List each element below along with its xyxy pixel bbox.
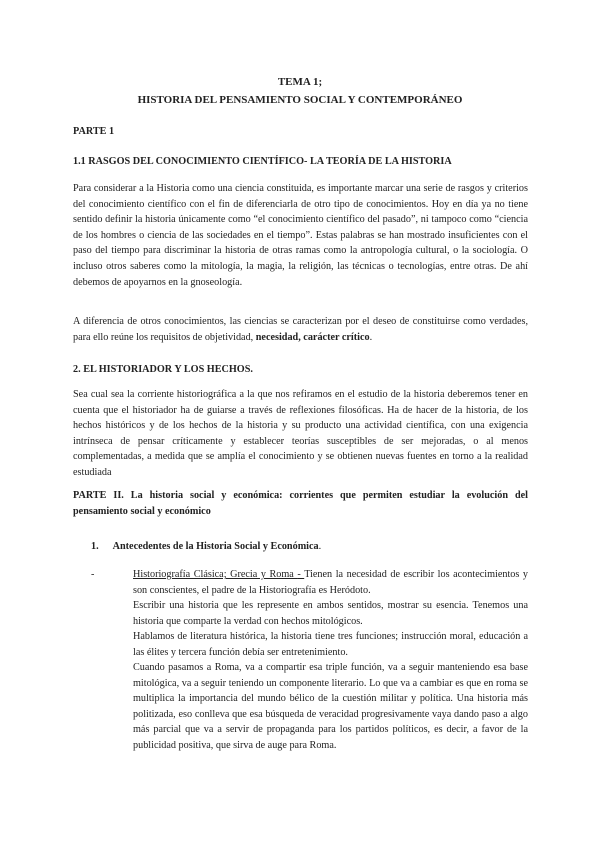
list-item-1-label: Antecedentes de la Historia Social y Económica xyxy=(112,541,319,552)
section-1-paragraph-2-bold: necesidad, carácter crítico xyxy=(255,331,370,343)
bullet-dash: - xyxy=(91,569,95,580)
section-1-paragraph-2 xyxy=(73,314,528,345)
historiografia-paragraph-4: Cuando pasamos a Roma, va a compartir esa triple función, va a seguir manteniendo esa base mitológica, va a seguir teniendo un componente literario. Lo que va a cambiar es que en roma se multiplica la importancia del mundo bélico de la cuestión militar y política. Una historia más politizada, eso conlleva que esa búsqueda de veracidad progresivamente vaya dando paso a algo más parcial que va a servir de propaganda para los partidos políticos, es decir, a favor de la publicidad positiva, que sirva de auge para Roma. xyxy=(133,662,528,751)
section-1-paragraph-2-text: A diferencia de otros conocimientos, las ciencias se caracterizan por el deseo de constituirse como verdades, para ello reúne los requisitos de objetividad, xyxy=(73,316,528,343)
historiografia-paragraph-1 xyxy=(133,567,528,598)
historiografia-paragraph-3: Hablamos de literatura histórica, la historia tiene tres funciones; instrucción moral, educación a las élites y tercera función debía ser entretenimiento. xyxy=(133,631,528,658)
section-1-heading: 1.1 RASGOS DEL CONOCIMIENTO CIENTÍFICO- LA TEORÍA DE LA HISTORIA xyxy=(73,156,452,167)
section-2-heading: 2. EL HISTORIADOR Y LOS HECHOS. xyxy=(73,364,253,375)
historiografia-separator: - xyxy=(297,569,305,580)
list-item-1-end: . xyxy=(318,541,322,552)
historiografia-paragraph-2: Escribir una historia que les represente en ambos sentidos, mostrar su esencia. Tenemos una historia que comparte la verdad con hechos mitológicos. xyxy=(133,600,528,627)
document-title-line-1: TEMA 1; xyxy=(277,76,323,88)
part-1-heading: PARTE 1 xyxy=(73,126,115,137)
section-1-paragraph-2-end: . xyxy=(369,331,373,343)
historiografia-text-1: Tienen la necesidad de escribir los acontecimientos y son conscientes, el padre de la Historiografía es Heródoto. xyxy=(133,569,528,596)
document-title-line-2: HISTORIA DEL PENSAMIENTO SOCIAL Y CONTEMPORÁNEO xyxy=(137,94,463,106)
historiografia-label: Historiografía Clásica; Grecia y Roma xyxy=(133,569,298,580)
list-item-1 xyxy=(91,539,531,555)
part-2-heading: PARTE II. La historia social y económica: corrientes que permiten estudiar la evolución del pensamiento social y económico xyxy=(73,490,528,517)
section-2-paragraph-1: Sea cual sea la corriente historiográfica a la que nos refiramos en el estudio de la historia deberemos tener en cuenta que el historiador ha de guiarse a través de reflexiones filosóficas. Ha de hacer de la historia, de los hechos históricos y de los hechos de la historia y su producto una actividad científica, con una exigencia intrínseca de pensar críticamente y establecer teorías susceptibles de ser mejoradas, o al menos complementadas, a medida que se amplía el conocimiento y se obtienen nuevas fuentes en torno a la realidad estudiada xyxy=(73,389,528,478)
list-item-1-number: 1. xyxy=(91,541,99,552)
section-1-paragraph-1: Para considerar a la Historia como una ciencia constituida, es importante marcar una serie de rasgos y criterios del conocimiento científico con el fin de diferenciarla de otro tipo de conocimientos. Hoy en día ya no tiene sentido definir la historia únicamente como “el conocimiento científico del pasado”, ni tampoco como “ciencia de los hombres o ciencia de las sociedades en el tiempo”. Estas palabras se han mostrado insuficientes con el paso del tiempo para discriminar la historia de otras ramas como la antropología cultural, o la sociología. O incluso otros saberes como la mitología, la magia, la religión, las técnicas o tecnologías, entre otras. De ahí debemos de apoyarnos en la gnoseología. xyxy=(73,183,528,288)
